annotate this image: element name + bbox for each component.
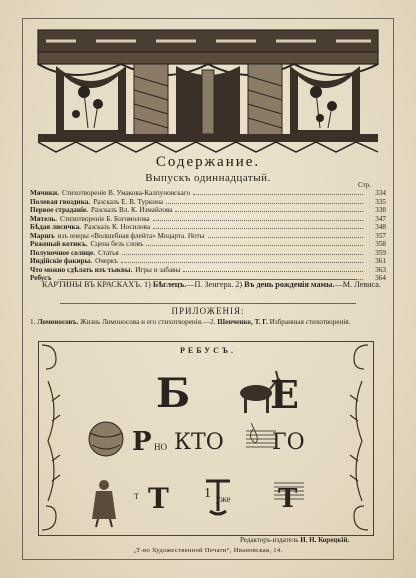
toc-title: Что можно сдѣлать изъ тыквы.: [30, 265, 133, 274]
toc-leader: [166, 202, 363, 204]
toc-row: [30, 232, 386, 241]
page-column-label: Стр.: [358, 181, 371, 189]
toc-leader: [122, 253, 363, 255]
toc-row: [30, 198, 386, 207]
toc-row: [30, 189, 386, 198]
table-of-contents: [30, 189, 386, 283]
toc-row: [30, 249, 386, 258]
toc-subtitle: Очеркъ: [95, 257, 118, 265]
supplement-1-name: Ломоносовъ.: [37, 318, 79, 326]
toc-page: 359: [375, 248, 386, 257]
issue-heading: Выпускъ одиннадцатый.: [145, 172, 271, 184]
toc-title: Маршъ: [30, 231, 55, 240]
rebus-small-t: Т: [134, 492, 139, 501]
toc-leader: [208, 236, 364, 238]
toc-subtitle: Разсказъ Е. В. Туркина: [93, 197, 164, 206]
toc-subtitle: Сцена безъ словъ: [90, 240, 144, 248]
editor-name: И. Н. Корецкій.: [300, 536, 350, 544]
rebus-text-uzhe: уже: [216, 494, 231, 504]
toc-subtitle: Статья: [98, 248, 119, 257]
page-title: Содержание.: [155, 154, 261, 170]
toc-subtitle: Игры и забавы: [135, 265, 181, 274]
rebus-letter-t: Т: [148, 482, 169, 515]
toc-leader: [121, 261, 363, 263]
toc-title: Полуночное солнце.: [30, 248, 96, 257]
toc-leader: [183, 270, 363, 272]
toc-page: 358: [375, 240, 386, 248]
toc-title: Полевая гвоздика.: [30, 197, 91, 206]
editor-label: Редакторъ-издатель: [240, 536, 299, 544]
rebus-letter-r: Р: [132, 427, 152, 457]
supplement-2-name: Шевченко, Т. Г.: [217, 318, 268, 326]
supplements-text: [30, 318, 386, 327]
color-plates-lead: КАРТИНЫ ВЪ КРАСКАХЪ. 1): [42, 280, 151, 289]
printer-credit: „Т-во Художественной Печати“, Ивановская, 14.: [133, 547, 283, 554]
rebus-text-kto: КТО: [174, 430, 224, 455]
toc-page: 338: [375, 206, 386, 214]
toc-page: 335: [375, 197, 386, 206]
rebus-number-1: 1: [204, 486, 211, 501]
toc-subtitle: изъ оперы «Волшебная флейта» Моцарта. Ноты: [57, 231, 205, 240]
toc-leader: [153, 219, 363, 221]
toc-title: Первое страданіе.: [30, 206, 88, 214]
toc-title: Мятель.: [30, 214, 58, 223]
supplement-2-desc: Избранныя стихотворенія.: [269, 318, 351, 326]
supplement-number: 1.: [30, 318, 36, 326]
toc-row: [30, 215, 386, 224]
supplements-heading: ПРИЛОЖЕНІЯ:: [171, 306, 245, 316]
rebus-text-no: НО: [154, 442, 167, 452]
toc-title: Ряженый котикъ.: [30, 240, 88, 248]
color-plates-line: [30, 280, 386, 290]
divider: [60, 303, 356, 304]
toc-page: 363: [375, 265, 386, 274]
toc-leader: [193, 193, 363, 195]
toc-page: 334: [375, 189, 386, 197]
toc-row: [30, 206, 386, 215]
toc-subtitle: Стихотвореніе В. Умакова-Калпуновскаго: [61, 189, 191, 197]
toc-row: [30, 257, 386, 266]
rebus-title: РЕБУСЪ.: [180, 346, 236, 355]
toc-page: 361: [375, 257, 386, 265]
editor-credit: [240, 536, 349, 544]
toc-page: 348: [375, 223, 386, 231]
plate-1-title: Бѣглецъ.: [152, 280, 187, 289]
toc-leader: [175, 210, 363, 212]
plate-2-title: Въ день рожденія мамы.: [244, 280, 335, 289]
toc-title: Ребусъ: [30, 274, 52, 282]
toc-row: [30, 240, 386, 249]
plate-2-author: —М. Левиса.: [334, 280, 381, 289]
toc-row: [30, 223, 386, 232]
decorative-banner: [36, 26, 380, 154]
toc-title: Бѣдая лисичка.: [30, 223, 81, 231]
toc-title: Индійскіе факиры.: [30, 257, 93, 265]
toc-page: 357: [375, 231, 386, 240]
rebus-text-go: ГО: [272, 430, 305, 455]
toc-page: 364: [375, 274, 386, 282]
toc-title: Мячики.: [30, 189, 59, 197]
toc-page: 347: [375, 214, 386, 223]
rebus-letter-b: Б: [156, 370, 191, 417]
plate-1-author: —П. Зенгера. 2): [186, 280, 243, 289]
rebus-letter-e: Е: [270, 372, 299, 417]
toc-row: [30, 266, 386, 275]
rebus-letter-t2: Т: [278, 484, 298, 514]
toc-leader: [146, 244, 363, 246]
toc-subtitle: Разсказъ К. Носилова: [83, 223, 151, 231]
toc-leader: [153, 227, 363, 229]
supplement-1-desc: Жизнь Ломоносова и его стихотворенія.—2.: [80, 318, 216, 326]
toc-subtitle: Разсказъ Вл. К. Измайлова: [90, 206, 173, 214]
toc-subtitle: Стихотвореніе Б. Богомолова: [60, 214, 150, 223]
